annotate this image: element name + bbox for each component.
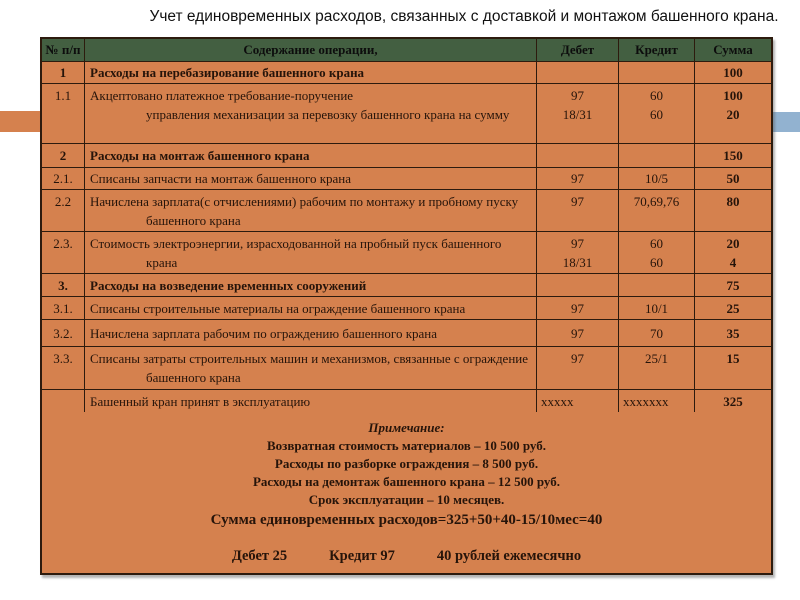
kredit-cell — [619, 144, 695, 167]
note-line: Расходы по разборке ограждения – 8 500 руб. — [274, 456, 539, 471]
operation-description-cell: Начислена зарплата рабочим по ограждению башенного крана — [85, 320, 537, 346]
kredit-cell: 10/5 — [619, 168, 695, 189]
final-amount: 40 рублей ежемесячно — [436, 548, 582, 564]
kredit-cell: 70 — [619, 320, 695, 346]
note-line: Срок эксплуатации – 10 месяцев. — [308, 492, 505, 507]
debet-cell: 97 — [537, 347, 619, 389]
header-debet: Дебет — [537, 39, 619, 61]
operation-description-cell: Списаны затраты строительных машин и механизмов, связанные с ограждение башенного крана — [85, 347, 537, 389]
operation-description-cell: Стоимость электроэнергии, израсходованной на пробный пуск башенного крана — [85, 232, 537, 273]
row-number-cell: 3.3. — [42, 347, 85, 389]
debet-cell — [537, 62, 619, 83]
kredit-cell: 70,69,76 — [619, 190, 695, 231]
row-number-cell: 1 — [42, 62, 85, 83]
table-row — [42, 390, 771, 412]
debet-cell: 97 — [537, 297, 619, 319]
debet-cell: 97 — [537, 190, 619, 231]
summa-cell: 25 — [726, 300, 740, 316]
table-row — [42, 62, 771, 84]
row-number-cell: 2.3. — [42, 232, 85, 273]
summa-cell: 15 — [726, 351, 740, 366]
debet-cell: 97 — [537, 168, 619, 189]
summa-cell: 100 20 — [723, 88, 743, 122]
operation-description-cell: Расходы на монтаж башенного крана — [85, 144, 537, 167]
operation-description-cell: Списаны строительные материалы на ограждение башенного крана — [85, 297, 537, 319]
final-kredit: Кредит 97 — [329, 548, 395, 564]
row-number-cell: 3.2. — [42, 320, 85, 346]
row-number-cell: 2 — [42, 144, 85, 167]
expenses-table — [40, 37, 773, 575]
debet-cell: xxxxx — [537, 390, 619, 412]
header-kredit: Кредит — [619, 39, 695, 61]
debet-cell — [537, 144, 619, 167]
debet-cell: 97 18/31 — [537, 84, 619, 143]
note-line: Расходы на демонтаж башенного крана – 12 500 руб. — [252, 474, 561, 489]
row-number-cell: 3. — [42, 274, 85, 296]
kredit-cell: 25/1 — [619, 347, 695, 389]
summa-cell: 75 — [726, 277, 740, 293]
table-row — [42, 144, 771, 168]
table-row — [42, 320, 771, 347]
debet-cell — [537, 274, 619, 296]
note-section — [42, 412, 771, 573]
header-summa: Сумма — [713, 42, 753, 57]
summa-cell: 20 4 — [726, 236, 740, 270]
operation-description-cell: Башенный кран принят в эксплуатацию — [85, 390, 537, 412]
summa-cell: 325 — [723, 393, 743, 409]
table-row — [42, 190, 771, 232]
kredit-cell: 60 60 — [619, 232, 695, 273]
operation-description-cell: Акцептовано платежное требование-поручение управления механизации за перевозку башенного крана на сумму — [85, 84, 537, 143]
operation-description-cell: Списаны запчасти на монтаж башенного крана — [85, 168, 537, 189]
table-row — [42, 347, 771, 390]
final-debet: Дебет 25 — [231, 548, 288, 564]
table-row — [42, 168, 771, 190]
row-number-cell: 1.1 — [42, 84, 85, 143]
row-number-cell — [42, 390, 85, 412]
kredit-cell: 10/1 — [619, 297, 695, 319]
kredit-cell: xxxxxxx — [619, 390, 695, 412]
header-number: № п/п — [42, 39, 85, 61]
note-title: Примечание: — [368, 420, 445, 435]
table-body — [42, 62, 771, 412]
kredit-cell — [619, 62, 695, 83]
debet-cell: 97 18/31 — [537, 232, 619, 273]
table-row — [42, 297, 771, 320]
table-header-row — [42, 39, 771, 62]
table-row — [42, 274, 771, 297]
kredit-cell — [619, 274, 695, 296]
note-line: Возвратная стоимость материалов – 10 500 руб. — [267, 438, 546, 453]
summa-cell: 100 — [723, 65, 743, 80]
operation-description-cell: Расходы на перебазирование башенного крана — [85, 62, 537, 83]
summa-cell: 80 — [726, 194, 740, 209]
table-row — [42, 84, 771, 144]
operation-description-cell: Расходы на возведение временных сооружений — [85, 274, 537, 296]
row-number-cell: 3.1. — [42, 297, 85, 319]
summa-cell: 50 — [726, 171, 740, 186]
final-posting-line — [42, 547, 771, 565]
row-number-cell: 2.2 — [42, 190, 85, 231]
header-description: Содержание операции, — [85, 39, 537, 61]
summa-cell: 35 — [726, 325, 740, 341]
right-accent-bar — [772, 112, 800, 132]
summa-cell: 150 — [723, 148, 743, 163]
row-number-cell: 2.1. — [42, 168, 85, 189]
kredit-cell: 60 60 — [619, 84, 695, 143]
operation-description-cell: Начислена зарплата(с отчислениями) рабочим по монтажу и пробному пуску башенного крана — [85, 190, 537, 231]
sum-total-line: Сумма единовременных расходов=325+50+40-15/10мес=40 — [210, 512, 603, 528]
slide-title: Учет единовременных расходов, связанных с доставкой и монтажом башенного крана. — [149, 8, 779, 25]
debet-cell: 97 — [537, 320, 619, 346]
left-accent-bar — [0, 111, 40, 132]
table-row — [42, 232, 771, 274]
